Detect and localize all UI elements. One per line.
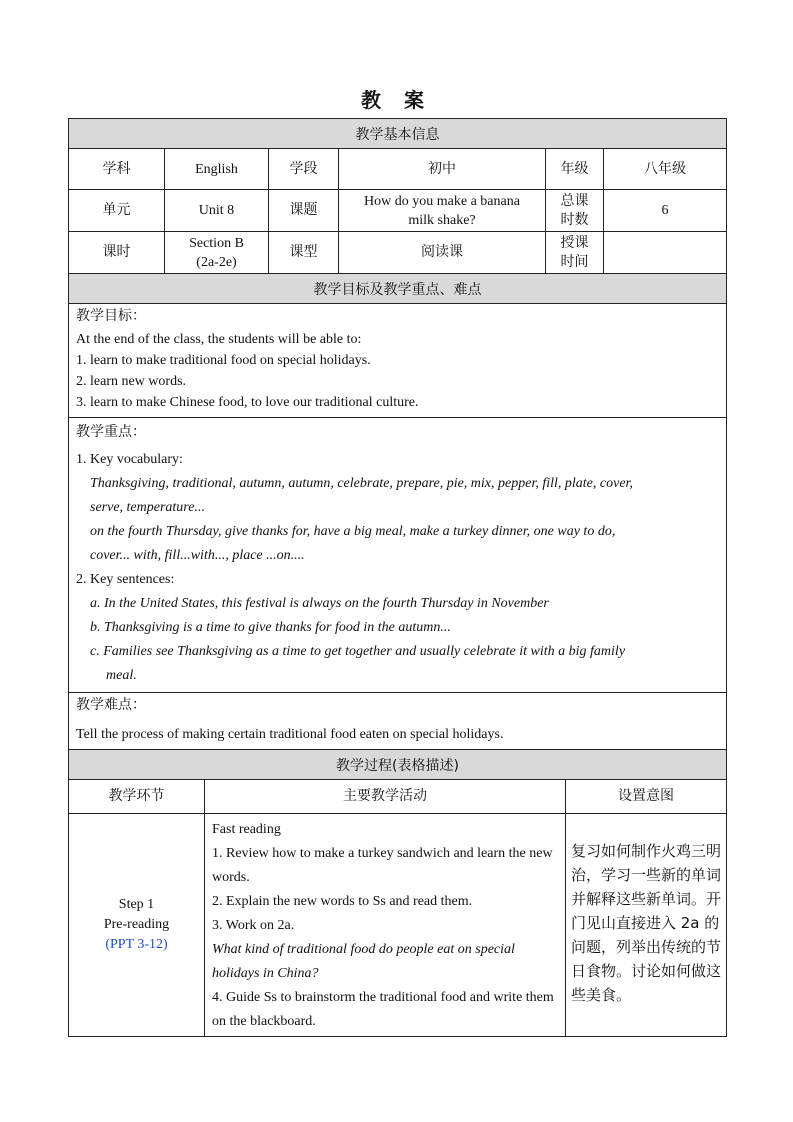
document-title: 教 案 [361, 88, 432, 112]
key-points-cell [69, 418, 727, 693]
total-periods-label-line1: 总课 [560, 192, 589, 209]
activity-1: 1. Review how to make a turkey sandwich and learn the new words. [212, 846, 553, 885]
difficulties-text: Tell the process of making certain traditional food eaten on special holidays. [76, 727, 504, 742]
lesson-type-value: 阅读课 [339, 232, 546, 274]
objectives-intro: At the end of the class, the students will be able to: [76, 332, 362, 347]
lesson-type-label: 课型 [269, 232, 339, 274]
class-time-label-line1: 授课 [560, 234, 589, 251]
key-vocab-line-3: on the fourth Thursday, give thanks for, have a big meal, make a turkey dinner, one way to do, [90, 524, 616, 539]
period-value-line2: (2a-2e) [196, 254, 237, 270]
stage-label: 学段 [269, 149, 339, 190]
activity-4: 4. Guide Ss to brainstorm the traditional food and write them on the blackboard. [212, 990, 554, 1029]
key-points-title: 教学重点： [76, 424, 146, 440]
step-1-cell [69, 814, 205, 1037]
key-vocab-heading: 1. Key vocabulary: [76, 452, 183, 467]
step-1-phase: Pre-reading [103, 917, 170, 932]
total-periods-value: 6 [604, 190, 727, 232]
unit-label: 单元 [69, 190, 165, 232]
subject-value: English [165, 149, 269, 190]
key-sentence-c-line-2: meal. [106, 668, 137, 683]
total-periods-label [546, 190, 604, 232]
goals-header: 教学目标及教学重点、难点 [69, 274, 727, 304]
step-1-label: Step 1 [118, 897, 155, 912]
key-sentences-heading: 2. Key sentences: [76, 572, 175, 587]
total-periods-label-line2: 时数 [560, 211, 589, 228]
period-value [165, 232, 269, 274]
grade-label: 年级 [546, 149, 604, 190]
topic-label: 课题 [269, 190, 339, 232]
process-header: 教学过程(表格描述) [69, 750, 727, 780]
activity-title: Fast reading [212, 822, 281, 837]
objectives-cell [69, 304, 727, 418]
objective-item-3: 3. learn to make Chinese food, to love our traditional culture. [76, 395, 419, 410]
step-1-ppt-ref: (PPT 3-12) [105, 937, 168, 952]
activity-3: 3. Work on 2a. [212, 918, 295, 933]
activity-2: 2. Explain the new words to Ss and read them. [212, 894, 473, 909]
process-col-activities: 主要教学活动 [205, 780, 566, 814]
step-1-activities [205, 814, 566, 1037]
difficulties-title: 教学难点： [76, 697, 146, 713]
key-sentence-a: a. In the United States, this festival is always on the fourth Thursday in November [90, 596, 549, 611]
objective-item-1: 1. learn to make traditional food on special holidays. [76, 353, 371, 368]
unit-value: Unit 8 [165, 190, 269, 232]
activity-question: What kind of traditional food do people eat on special holidays in China? [212, 942, 515, 981]
key-vocab-line-4: cover... with, fill...with..., place ...on.... [90, 548, 305, 563]
basic-info-table [68, 118, 727, 758]
topic-value: How do you make a banana milk shake? [339, 190, 546, 232]
basic-info-header: 教学基本信息 [69, 119, 727, 149]
period-value-line1: Section B [189, 235, 244, 251]
grade-value: 八年级 [604, 149, 727, 190]
key-sentence-c-line-1: c. Families see Thanksgiving as a time to get together and usually celebrate it with a big family [90, 644, 626, 659]
process-col-stage: 教学环节 [69, 780, 205, 814]
class-time-label [546, 232, 604, 274]
class-time-label-line2: 时间 [560, 253, 589, 270]
key-sentence-b: b. Thanksgiving is a time to give thanks for food in the autumn... [90, 620, 451, 635]
stage-value: 初中 [339, 149, 546, 190]
step-1-intent: 复习如何制作火鸡三明治，学习一些新的单词并解释这些新单词。开门见山直接进入 2a 的问题，列举出传统的节日食物。讨论如何做这些美食。 [566, 814, 727, 1037]
key-vocab-line-2: serve, temperature... [90, 500, 205, 515]
objective-item-2: 2. learn new words. [76, 374, 187, 389]
objectives-title: 教学目标： [76, 308, 146, 324]
subject-label: 学科 [69, 149, 165, 190]
difficulties-cell [69, 693, 727, 758]
key-vocab-line-1: Thanksgiving, traditional, autumn, autumn, celebrate, prepare, pie, mix, pepper, fill, plate, cover, [90, 476, 633, 491]
period-label: 课时 [69, 232, 165, 274]
class-time-value [604, 232, 727, 274]
process-col-intent: 设置意图 [566, 780, 727, 814]
process-table [68, 749, 727, 1037]
